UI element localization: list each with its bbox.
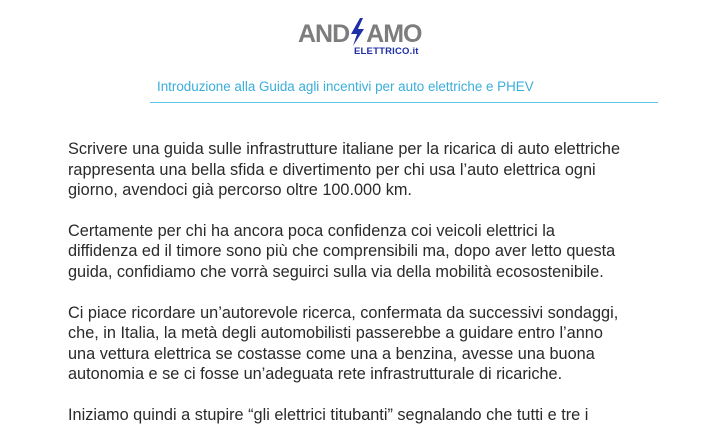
text-line: giorno, avendoci già percorso oltre 100.000 km. [68,181,412,200]
paragraph [68,221,708,283]
text-line: diffidenza ed il timore sono più che comprensibili ma, dopo aver letto questa [68,242,616,261]
text-line: che, in Italia, la metà degli automobilisti passerebbe a guidare entro l’anno [68,324,603,343]
logo-wordmark [298,18,422,49]
text-line: Iniziamo quindi a stupire “gli elettrici titubanti” segnalando che tutti e tre i [68,405,589,424]
text-line: Ci piace ricordare un’autorevole ricerca, confermata da successivi sondaggi, [68,303,619,322]
logo-subtext: ELETTRICO.it [354,46,419,57]
paragraph [68,139,708,201]
logo-text-right: AMO [366,20,422,48]
andiamo-elettrico-logo [298,18,438,60]
paragraph [68,405,708,426]
divider [150,102,658,103]
text-line: Scrivere una guida sulle infrastrutture italiane per la ricarica di auto elettriche [68,140,621,158]
text-line: autonomia e se ci fosse un’adeguata rete infrastrutturale di ricariche. [68,365,563,384]
lightning-bolt-icon [349,18,366,46]
body-text [68,139,708,446]
text-line: una vettura elettrica se costasse come una a benzina, avesse una buona [68,344,595,363]
logo-text-left: AND [298,20,350,48]
paragraph [68,303,708,385]
text-line: guida, confidiamo che vorrà seguirci sulla via della mobilità ecosostenibile. [68,262,604,281]
section-subtitle: Introduzione alla Guida agli incentivi per auto elettriche e PHEV [157,79,534,94]
text-line: Certamente per chi ha ancora poca confidenza coi veicoli elettrici la [68,221,555,240]
text-line: rappresenta una bella sfida e divertimento per chi usa l’auto elettrica ogni [68,160,596,179]
